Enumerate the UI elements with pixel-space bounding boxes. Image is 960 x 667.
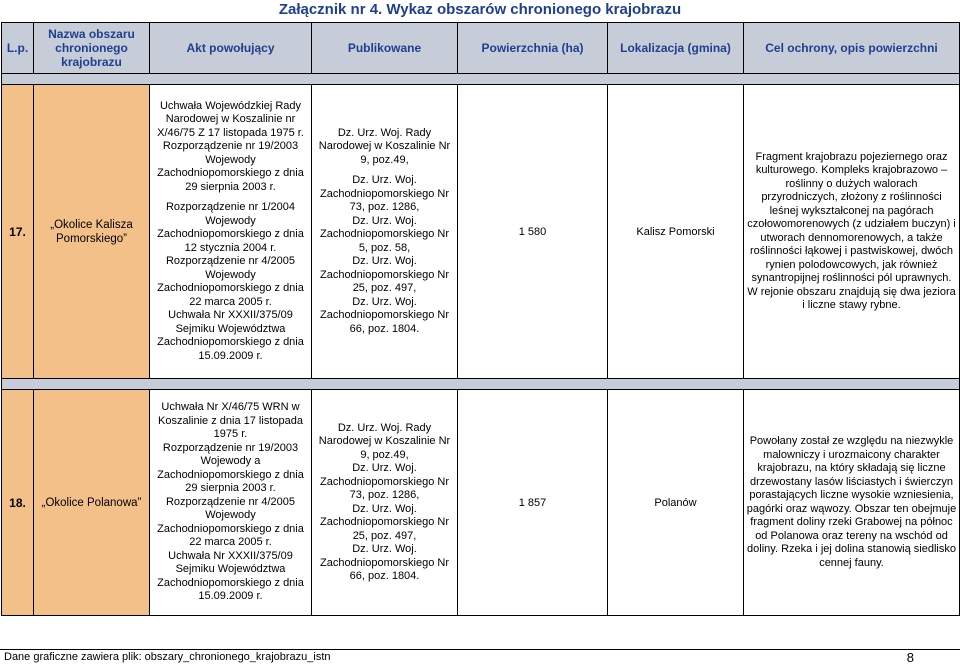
header-location: Lokalizacja (gmina): [608, 23, 744, 74]
act-entry: Uchwała Nr XXXII/375/09 Sejmiku Województwa Zachodniopomorskiego z dnia 15.09.2009 r.: [157, 549, 304, 603]
header-spacer: [2, 74, 960, 85]
protected-areas-table: [1, 22, 960, 616]
area-value: 1 857: [458, 390, 608, 616]
area-name: „Okolice Kalisza Pomorskiego”: [34, 85, 150, 379]
act-entry: Uchwała Wojewódzkiej Rady Narodowej w Koszalinie nr X/46/75 Z 17 listopada 1975 r.: [157, 99, 304, 139]
act-entry: Rozporządzenie nr 4/2005 Wojewody Zachodniopomorskiego z dnia 22 marca 2005 r.: [157, 495, 304, 549]
act-entry: Rozporządzenie nr 19/2003 Wojewody Zachodniopomorskiego z dnia 29 sierpnia 2003 r.: [157, 140, 304, 193]
act-entry: Uchwała Nr XXXII/375/09 Sejmiku Województwa Zachodniopomorskiego z dnia 15.09.2009 r.: [157, 309, 304, 362]
location-value: Polanów: [608, 390, 744, 616]
publication-entry: Dz. Urz. Woj. Zachodniopomorskiego Nr 25, poz. 497,: [319, 502, 449, 542]
location-value: Kalisz Pomorski: [608, 85, 744, 379]
table-row: [2, 390, 960, 616]
protection-goal: Powołany został ze względu na niezwykle malowniczy i urozmaicony charakter krajobrazu, na który składają się liczne drzewostany lasów liściastych i świerczyn porastających liczne wysokie wzniesienia, pagórki oraz wąwozy. Obszar ten obejmuje fragment doliny rzeki Grabowej na północ od Polanowa oraz tereny na wschód od doliny. Rzeka i jej dolina stanowią siedlisko cennej fauny.: [744, 390, 960, 616]
publication-entry: Dz. Urz. Woj. Zachodniopomorskiego Nr 25, poz. 497,: [319, 255, 449, 295]
act-entry: Rozporządzenie nr 1/2004 Wojewody Zachodniopomorskiego z dnia 12 stycznia 2004 r.: [157, 201, 304, 254]
publication-entry: Dz. Urz. Woj. Zachodniopomorskiego Nr 5, poz. 58,: [319, 214, 449, 254]
publication-entry: Dz. Urz. Woj. Rady Narodowej w Koszalinie Nr 9, poz.49,: [318, 126, 451, 166]
table-row: [2, 85, 960, 379]
publications: [312, 85, 458, 379]
act-entry: Uchwała Nr X/46/75 WRN w Koszalinie z dnia 17 listopada 1975 r.: [158, 401, 303, 441]
publication-entry: Dz. Urz. Woj. Zachodniopomorskiego Nr 73, poz. 1286,: [319, 462, 449, 501]
header-area: Powierzchnia (ha): [458, 23, 608, 74]
header-lp: L.p.: [2, 23, 34, 74]
header-goal: Cel ochrony, opis powierzchni: [744, 23, 960, 74]
publication-entry: Dz. Urz. Woj. Rady Narodowej w Koszalinie Nr 9, poz.49,: [318, 421, 451, 461]
header-act: Akt powołujący: [150, 23, 312, 74]
publication-entry: Dz. Urz. Woj. Zachodniopomorskiego Nr 66, poz. 1804.: [319, 543, 449, 582]
page-title: Załącznik nr 4. Wykaz obszarów chronionego krajobrazu: [278, 1, 682, 18]
founding-acts: [150, 390, 312, 616]
row-spacer: [2, 379, 960, 390]
act-entry: Rozporządzenie nr 4/2005 Wojewody Zachodniopomorskiego z dnia 22 marca 2005 r.: [157, 255, 304, 308]
publication-entry: Dz. Urz. Woj. Zachodniopomorskiego Nr 73, poz. 1286,: [319, 174, 449, 214]
founding-acts: [150, 85, 312, 379]
row-number: 17.: [2, 85, 34, 379]
protection-goal: Fragment krajobrazu pojeziernego oraz kulturowego. Kompleks krajobrazowo – roślinny o dużych walorach przyrodniczych, złożony z roślinności leśnej wykształconej na pagórach czołowomorenowych (z udziałem buczyn) i utworach dennomorenowych, a także roślinności łąkowej i pastwiskowej, dwóch rynien polodowcowych, jak również synantropijnej roślinności pól uprawnych. W rejonie obszaru znajdują się dwa jeziora i liczne stawy rybne.: [744, 85, 960, 379]
footer-divider: [0, 649, 960, 650]
area-name: „Okolice Polanowa”: [34, 390, 150, 616]
header-name: Nazwa obszaru chronionego krajobrazu: [34, 23, 150, 74]
area-value: 1 580: [458, 85, 608, 379]
act-entry: Rozporządzenie nr 19/2003 Wojewody a Zachodniopomorskiego z dnia 29 sierpnia 2003 r.: [157, 441, 304, 495]
header-published: Publikowane: [312, 23, 458, 74]
page-number: 8: [906, 650, 914, 665]
row-number: 18.: [2, 390, 34, 616]
publication-entry: Dz. Urz. Woj. Zachodniopomorskiego Nr 66, poz. 1804.: [319, 295, 449, 335]
publications: [312, 390, 458, 616]
footer-note: Dane graficzne zawiera plik: obszary_chronionego_krajobrazu_istn: [4, 651, 331, 663]
header-row: [2, 23, 960, 74]
